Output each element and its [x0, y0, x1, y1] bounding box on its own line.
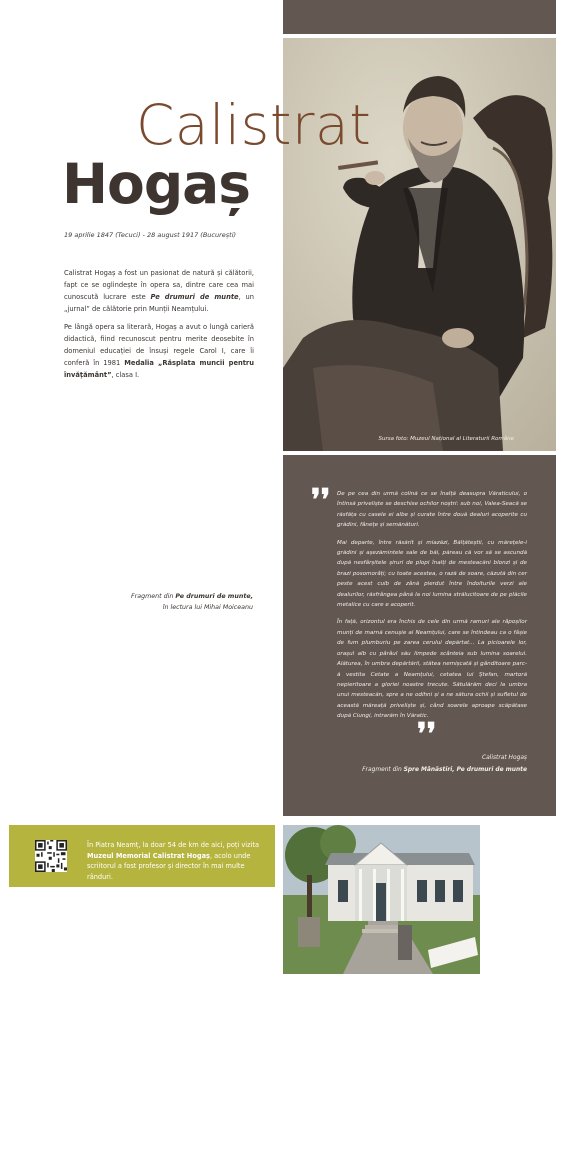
- bio-paragraph-2: Pe lângă opera sa literară, Hogaș a avut o lungă carieră didactică, fiind recunoscut pentru merite deosebite în domeniul educației de însuși regele Carol I, care îi conferă în 1981 Medalia „Răsplata muncii pentru învățământ”, clasa I.: [64, 323, 254, 379]
- museum-visit-box: [9, 825, 275, 887]
- title-last-name: Hogaș: [62, 152, 251, 216]
- museum-house-illustration: [283, 825, 480, 974]
- photo-credit: Sursa foto: Muzeul Național al Literaturii Române: [378, 436, 514, 442]
- title-first-name: Calistrat: [136, 93, 372, 157]
- quote-paragraph-2: Mai departe, între răsărit și miazăzi, Bălțăteștii, cu mărețele-i grădini și așezămintele sale de băi, păreau că vor să se ascundă după nesfârșitele șiruri de plopi înalți de mesteacăni blonzi și de brazi posomorâți; cu toate acestea, o rază de soare, căzută din cer peste acest cuib de zână pierdut între îndoiturile verzi ale dealurilor, răsfrângea până la noi lumina strălucitoare de pe plăcile metalice cu care e acoperit.: [337, 539, 527, 609]
- quote-paragraph-3: În față, orizontul era închis de cele din urmă ramuri ale râpoșilor munți de marnă cenușie ai Neamțului, care se întindeau ca o fâșie de fum plumburiu pe zarea cerului depărtat... La picioarele lor, orașul alb cu pârâul său limpede scânteia sub lumina soarelui. Alăturea, în umbra depărtării, stătea nemișcată și gânditoare parc-ă vestita Cetate a Neamțului, cetatea lui Ștefan, martoră nepieritoare a gloriei noastre trecute. Sătulărăm deci la umbra unui mesteacăn, spre a ne odihni și a ne sătura ochii și sufletul de această măreață priveliște și, când soarele aproape scăpătase după Ciungi, intrarăm în Văratic.: [337, 619, 527, 720]
- museum-visit-text: În Piatra Neamț, la doar 54 de km de aici, poți vizita Muzeul Memorial Calistrat Hogaș, acolo unde scriitorul a fost profesor și director în mai multe rânduri.: [87, 841, 260, 881]
- top-accent-bar: [283, 0, 556, 34]
- audio-fragment-caption: Fragment din Pe drumuri de munte, în lectura lui Mihai Moiceanu: [131, 593, 253, 611]
- quote-attribution: Calistrat Hogaș Fragment din Spre Mânăstiri, Pe drumuri de munte: [362, 755, 527, 773]
- quote-text: [337, 489, 527, 729]
- museum-photo: [283, 825, 480, 974]
- quote-close-icon: ❜❜: [417, 717, 437, 752]
- qr-code-icon[interactable]: [35, 840, 67, 872]
- quote-open-icon: ❜❜: [311, 483, 331, 518]
- life-dates: 19 aprilie 1847 (Tecuci) - 28 august 1917 (București): [64, 231, 237, 239]
- quote-paragraph-1: De pe cea din urmă colină ce se înalță deasupra Văraticului, o întinsă priveliște se deschise ochilor noștri: sub noi, Valea-Seacă se răsfăța cu casele ei albe și curate între două dealuri acoperite cu grădini, fânețe și semănături.: [337, 491, 527, 529]
- biography: [64, 267, 254, 387]
- quote-panel: [283, 455, 556, 816]
- bio-paragraph-1: Calistrat Hogaș a fost un pasionat de natură și călătorii, fapt ce se oglindește în opera sa, dintre care cea mai cunoscută lucrare este Pe drumuri de munte, un „jurnal” de călătorie prin Munții Neamțului.: [64, 269, 255, 313]
